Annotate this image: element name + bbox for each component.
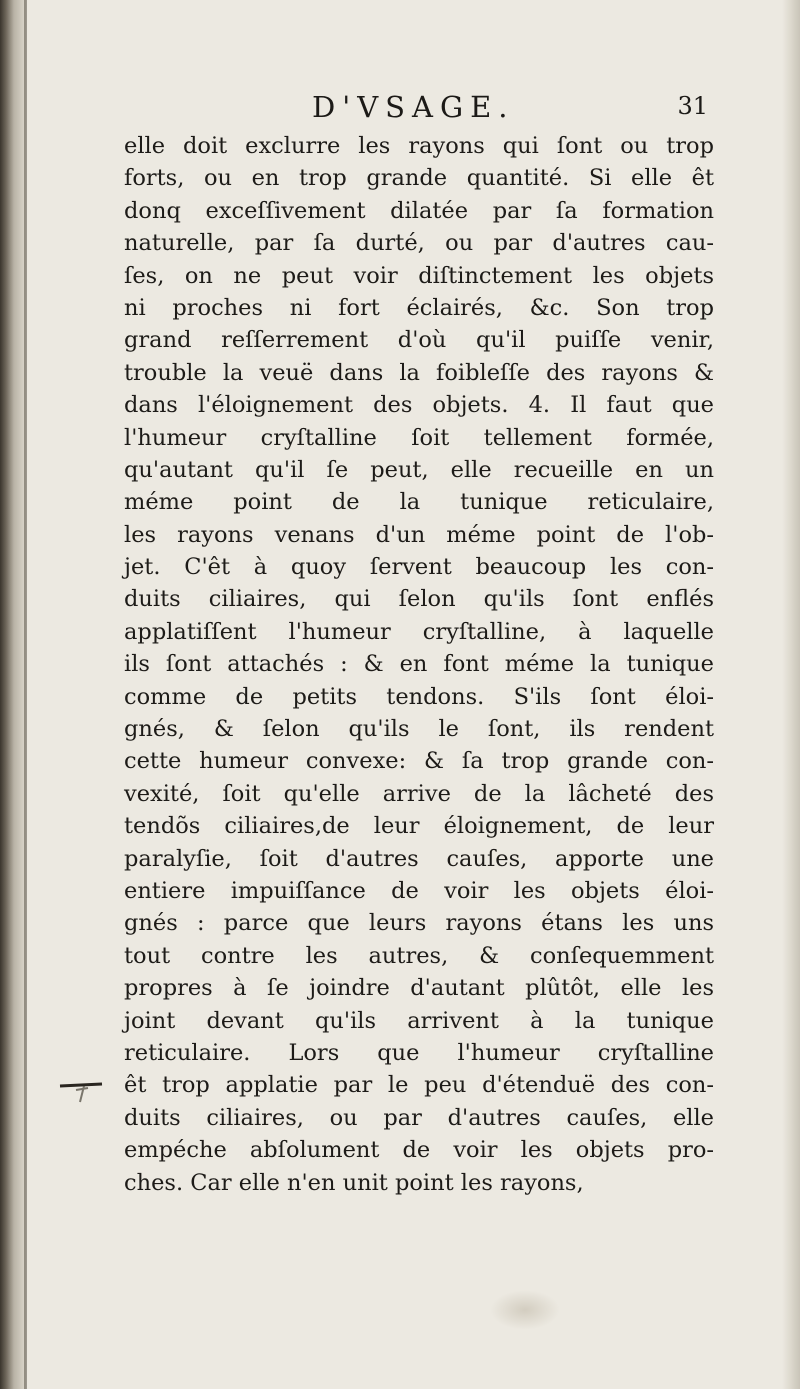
text-line: applatiſſent l'humeur cryſtalline, à laquelle	[124, 618, 714, 645]
text-line: gnés : parce que leurs rayons étans les uns	[124, 910, 714, 937]
text-line: propres à ſe joindre d'autant plûtôt, elle les	[124, 975, 714, 1002]
text-line: jet. C'êt à quoy ſervent beaucoup les con-	[124, 554, 714, 581]
text-line: ni proches ni fort éclairés, &c. Son trop	[124, 294, 714, 321]
page-header	[124, 90, 714, 130]
text-line: duits ciliaires, ou par d'autres cauſes, elle	[124, 1104, 714, 1131]
paper-stain	[490, 1290, 560, 1330]
text-line: qu'autant qu'il ſe peut, elle recueille en un	[124, 456, 714, 483]
text-line: reticulaire. Lors que l'humeur cryſtalline	[124, 1039, 714, 1066]
page-right-edge	[782, 0, 800, 1389]
text-line: ils ſont attachés : & en font méme la tunique	[124, 651, 714, 678]
text-line: cette humeur convexe: & ſa trop grande con-	[124, 748, 714, 775]
gutter-shadow-line	[24, 0, 27, 1389]
text-line: comme de petits tendons. S'ils ſont éloi-	[124, 683, 714, 710]
page-number: 31	[677, 92, 708, 120]
text-line: trouble la veuë dans la foibleſſe des rayons &	[124, 359, 714, 386]
text-line: duits ciliaires, qui ſelon qu'ils ſont enflés	[124, 586, 714, 613]
text-line: les rayons venans d'un méme point de l'ob-	[124, 521, 714, 548]
body-text	[124, 130, 714, 1199]
text-line: êt trop applatie par le peu d'étenduë des con-	[124, 1072, 714, 1099]
text-line: ches. Car elle n'en unit point les rayons,	[124, 1169, 584, 1196]
text-line: dans l'éloignement des objets. 4. Il faut que	[124, 392, 714, 419]
text-line: donq exceſſivement dilatée par ſa formation	[124, 197, 714, 224]
text-line: tout contre les autres, & conſequemment	[124, 942, 714, 969]
text-line: gnés, & ſelon qu'ils le ſont, ils rendent	[124, 716, 714, 743]
text-line: vexité, ſoit qu'elle arrive de la lâcheté des	[124, 780, 714, 807]
manicule-mark-icon	[58, 1076, 104, 1136]
text-line: entiere impuiſſance de voir les objets éloi-	[124, 877, 714, 904]
text-line: méme point de la tunique reticulaire,	[124, 489, 714, 516]
text-line: paralyſie, ſoit d'autres cauſes, apporte une	[124, 845, 714, 872]
text-line: joint devant qu'ils arrivent à la tunique	[124, 1007, 714, 1034]
book-binding-edge	[0, 0, 26, 1389]
text-line: elle doit exclurre les rayons qui ſont ou trop	[124, 133, 714, 159]
text-line: ſes, on ne peut voir diſtinctement les objets	[124, 262, 714, 289]
text-line: tendõs ciliaires,de leur éloignement, de leur	[124, 813, 714, 840]
text-line: forts, ou en trop grande quantité. Si elle êt	[124, 165, 714, 192]
text-line: grand reſſerrement d'où qu'il puiſſe venir,	[124, 327, 714, 354]
text-line: naturelle, par ſa durté, ou par d'autres cau-	[124, 230, 714, 257]
text-line: l'humeur cryſtalline ſoit tellement formée,	[124, 424, 714, 451]
text-line: empéche abſolument de voir les objets pro-	[124, 1137, 714, 1164]
running-head: D'VSAGE.	[312, 90, 515, 124]
